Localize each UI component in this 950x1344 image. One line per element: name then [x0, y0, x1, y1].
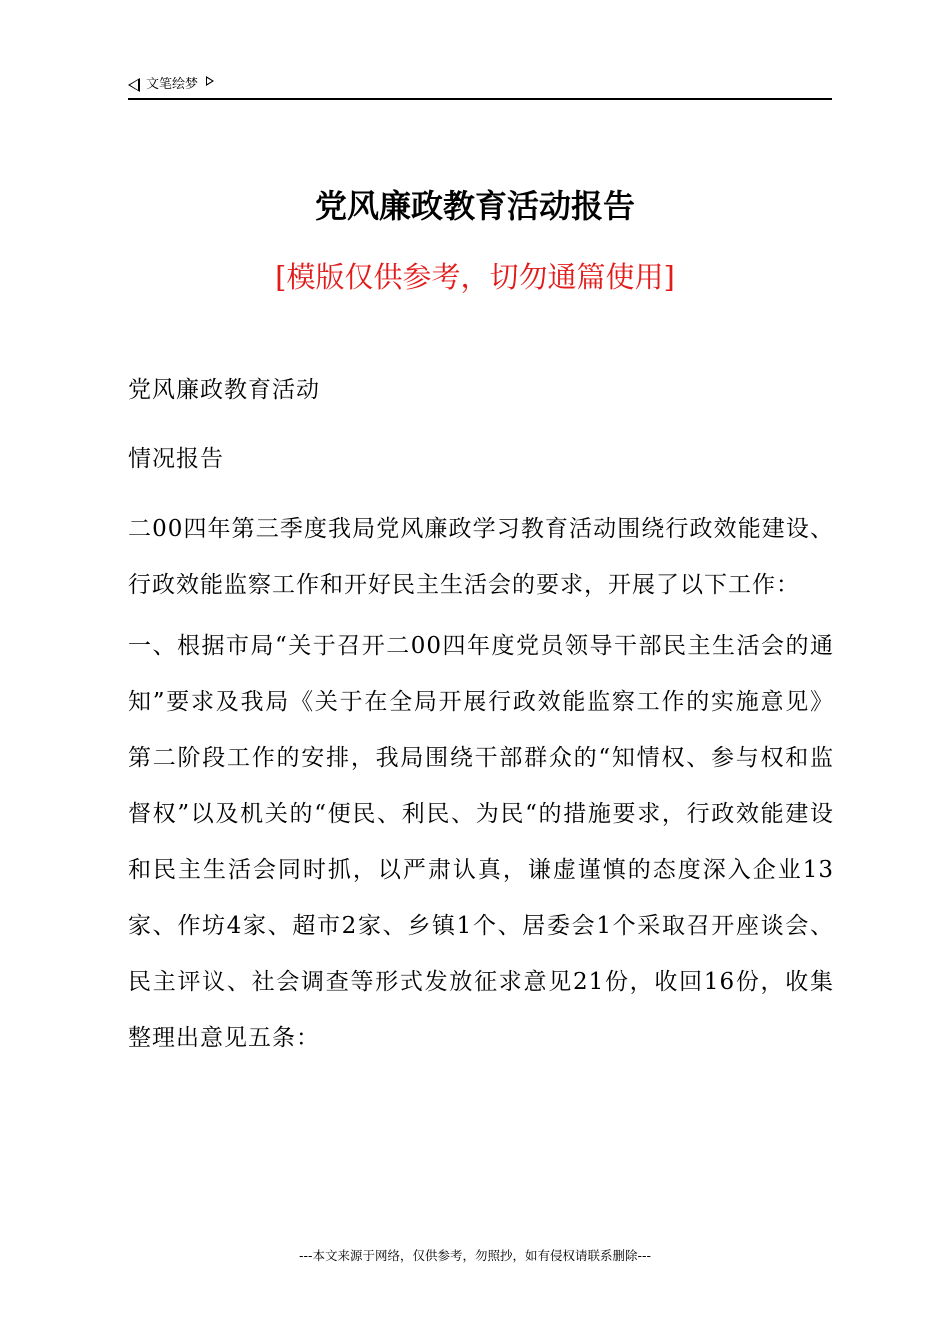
document-subtitle: [模版仅供参考，切勿通篇使用]: [275, 260, 675, 294]
page-footer: ---本文来源于网络，仅供参考，勿照抄，如有侵权请联系删除---: [298, 1248, 652, 1263]
header-brand: 文笔绘梦: [146, 77, 199, 92]
paragraph-section-1: 一、根据市局“关于召开二00四年度党员领导干部民主生活会的通知”要求及我局《关于在全局开展行政效能监察工作的实施意见》第二阶段工作的安排，我局围绕干部群众的“知情权、参与权和监督权”以及机关的“便民、利民、为民“的措施要求，行政效能建设和民主生活会同时抓，以严肃认真，谦虚谨慎的态度深入企业13家、作坊4家、超市2家、乡镇1个、居委会1个采取召开座谈会、民主评议、社会调查等形式发放征求意见21份，收回16份，收集整理出意见五条：: [128, 633, 834, 1051]
document-body: [128, 370, 834, 1078]
document-title: 党风廉政教育活动报告: [314, 187, 635, 225]
paragraph-heading-2: 情况报告: [128, 446, 224, 472]
paragraph-heading-1: 党风廉政教育活动: [128, 377, 320, 403]
left-triangle-icon: [128, 78, 140, 92]
right-triangle-icon: [206, 76, 214, 86]
paragraph-intro: 二00四年第三季度我局党风廉政学习教育活动围绕行政效能建设、行政效能监察工作和开好民主生活会的要求，开展了以下工作：: [128, 516, 834, 598]
page-header: [128, 72, 832, 100]
